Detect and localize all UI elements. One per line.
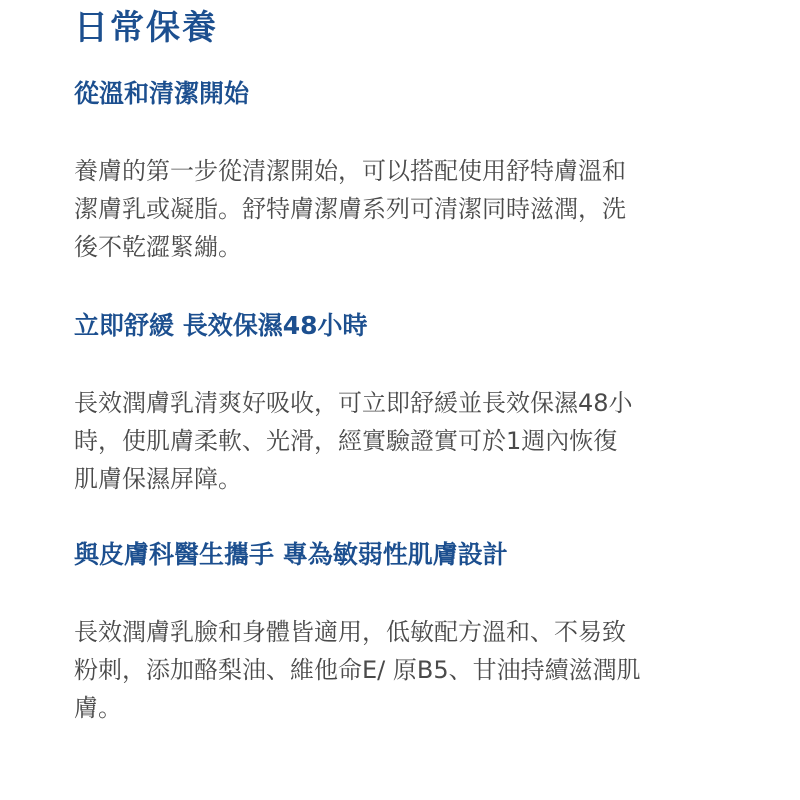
paragraph-line: 潔膚乳或凝脂。舒特膚潔膚系列可清潔同時滋潤，洗 [74, 195, 626, 223]
paragraph-line: 粉刺，添加酪梨油、維他命E/ 原B5、甘油持續滋潤肌 [74, 656, 641, 684]
section-heading-cleansing: 從溫和清潔開始 [74, 79, 250, 108]
section-paragraph-dermatologist [74, 613, 734, 727]
paragraph-line: 肌膚保濕屏障。 [74, 465, 242, 493]
paragraph-line: 養膚的第一步從清潔開始，可以搭配使用舒特膚溫和 [74, 157, 626, 185]
section-heading-moisturizing: 立即舒緩 長效保濕48小時 [74, 311, 368, 340]
page-title: 日常保養 [74, 8, 218, 48]
section-paragraph-cleansing [74, 152, 734, 266]
section-paragraph-moisturizing [74, 384, 734, 498]
paragraph-line: 長效潤膚乳臉和身體皆適用，低敏配方溫和、不易致 [74, 618, 626, 646]
paragraph-line: 時，使肌膚柔軟、光滑，經實驗證實可於1週內恢復 [74, 427, 618, 455]
section-heading-dermatologist: 與皮膚科醫生攜手 專為敏弱性肌膚設計 [74, 540, 508, 569]
paragraph-line: 長效潤膚乳清爽好吸收，可立即舒緩並長效保濕48小 [74, 389, 633, 417]
paragraph-line: 後不乾澀緊繃。 [74, 233, 242, 261]
paragraph-line: 膚。 [74, 694, 122, 722]
